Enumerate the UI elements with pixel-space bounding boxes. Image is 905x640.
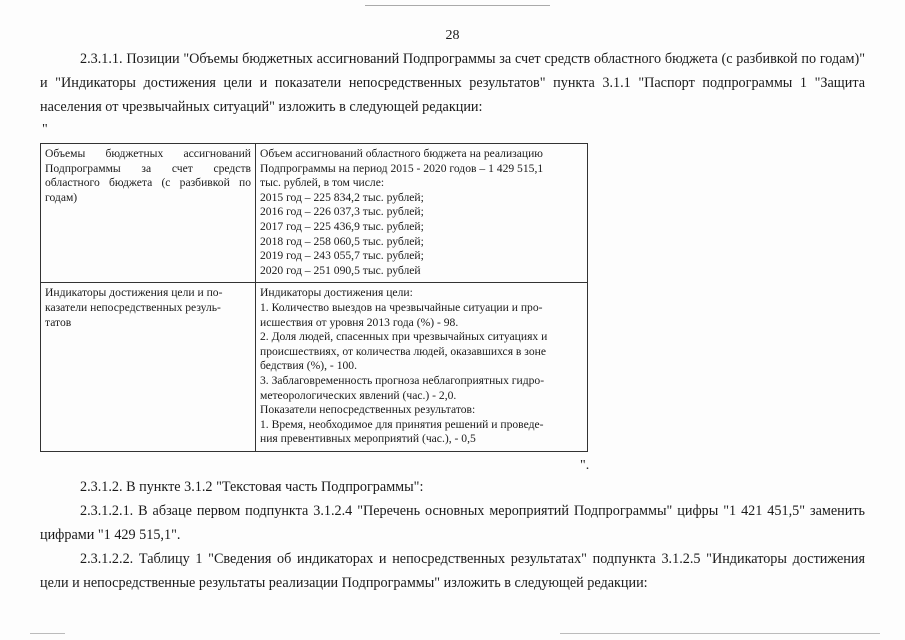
row1-value-cell [256,144,588,283]
row2-label-line: татов [45,315,72,329]
row2-line: исшествия от уровня 2013 года (%) - 98. [260,315,459,329]
row1-line: 2015 год – 225 834,2 тыс. рублей; [260,190,424,204]
row2-label-line: Индикаторы достижения цели и по- [45,286,223,300]
row1-line: 2016 год – 226 037,3 тыс. рублей; [260,205,424,219]
row1-label: Объемы бюджетных ассигнований Подпрограммы за счет средств областного бюджета (с разбивкой по годам) [45,147,251,204]
bottom-rule [30,633,65,634]
bottom-rule [560,633,880,634]
row2-line: Индикаторы достижения цели: [260,286,413,300]
row1-line: Объем ассигнований областного бюджета на реализацию [260,147,543,160]
row1-line: 2020 год – 251 090,5 тыс. рублей [260,263,421,277]
quote-open: " [42,122,48,137]
quote-close: ". [580,458,590,473]
row1-line: Подпрограммы на период 2015 - 2020 годов – 1 429 515,1 [260,161,544,175]
row2-line: Показатели непосредственных результатов: [260,403,476,417]
row2-line: метеорологических явлений (час.) - 2,0. [260,388,457,402]
row1-line: тыс. рублей, в том числе: [260,176,385,190]
row2-label-line: казатели непосредственных резуль- [45,300,221,314]
row2-line: бедствия (%), - 100. [260,359,357,373]
page-number: 28 [445,28,460,43]
row2-value-cell [256,283,588,452]
paragraph-2-3-1-2-1: 2.3.1.2.1. В абзаце первом подпункта 3.1.2.4 "Перечень основных мероприятий Подпрограммы" цифры "1 421 451,5" заменить цифрами "1 429 515,1". [40,503,865,543]
row1-line: 2019 год – 243 055,7 тыс. рублей; [260,249,424,263]
row2-label-cell [41,283,256,452]
top-rule [365,5,550,6]
row1-line: 2018 год – 258 060,5 тыс. рублей; [260,234,424,248]
row2-line: происшествиях, от количества людей, оказавшихся в зоне [260,344,546,358]
row2-line: 3. Заблаговременность прогноза неблагоприятных гидро- [260,373,545,387]
passport-table [40,143,588,452]
row1-label-cell [41,144,256,283]
table-row [41,144,588,283]
paragraph-2-3-1-2-2: 2.3.1.2.2. Таблицу 1 "Сведения об индикаторах и непосредственных результатах" подпункта 3.1.2.5 "Индикаторы достижения цели и непосредственные результаты реализации Подпрограммы" изложить в следующей редакции: [40,551,865,591]
row2-line: 2. Доля людей, спасенных при чрезвычайных ситуациях и [260,330,548,344]
table-row [41,283,588,452]
row2-line: 1. Время, необходимое для принятия решений и проведе- [260,417,544,431]
row2-line: ния превентивных мероприятий (час.), - 0,5 [260,432,476,446]
paragraph-2-3-1-2: 2.3.1.2. В пункте 3.1.2 "Текстовая часть Подпрограммы": [80,479,424,495]
row2-line: 1. Количество выездов на чрезвычайные ситуации и про- [260,300,543,314]
row1-line: 2017 год – 225 436,9 тыс. рублей; [260,219,424,233]
paragraph-2-3-1-1: 2.3.1.1. Позиции "Объемы бюджетных ассигнований Подпрограммы за счет средств областного бюджета (с разбивкой по годам)" и "Индикаторы достижения цели и показатели непосредственных результатов" пункта 3.1.1 "Паспорт подпрограммы 1 "Защита населения от чрезвычайных ситуаций" изложить в следующей редакции: [40,51,865,115]
